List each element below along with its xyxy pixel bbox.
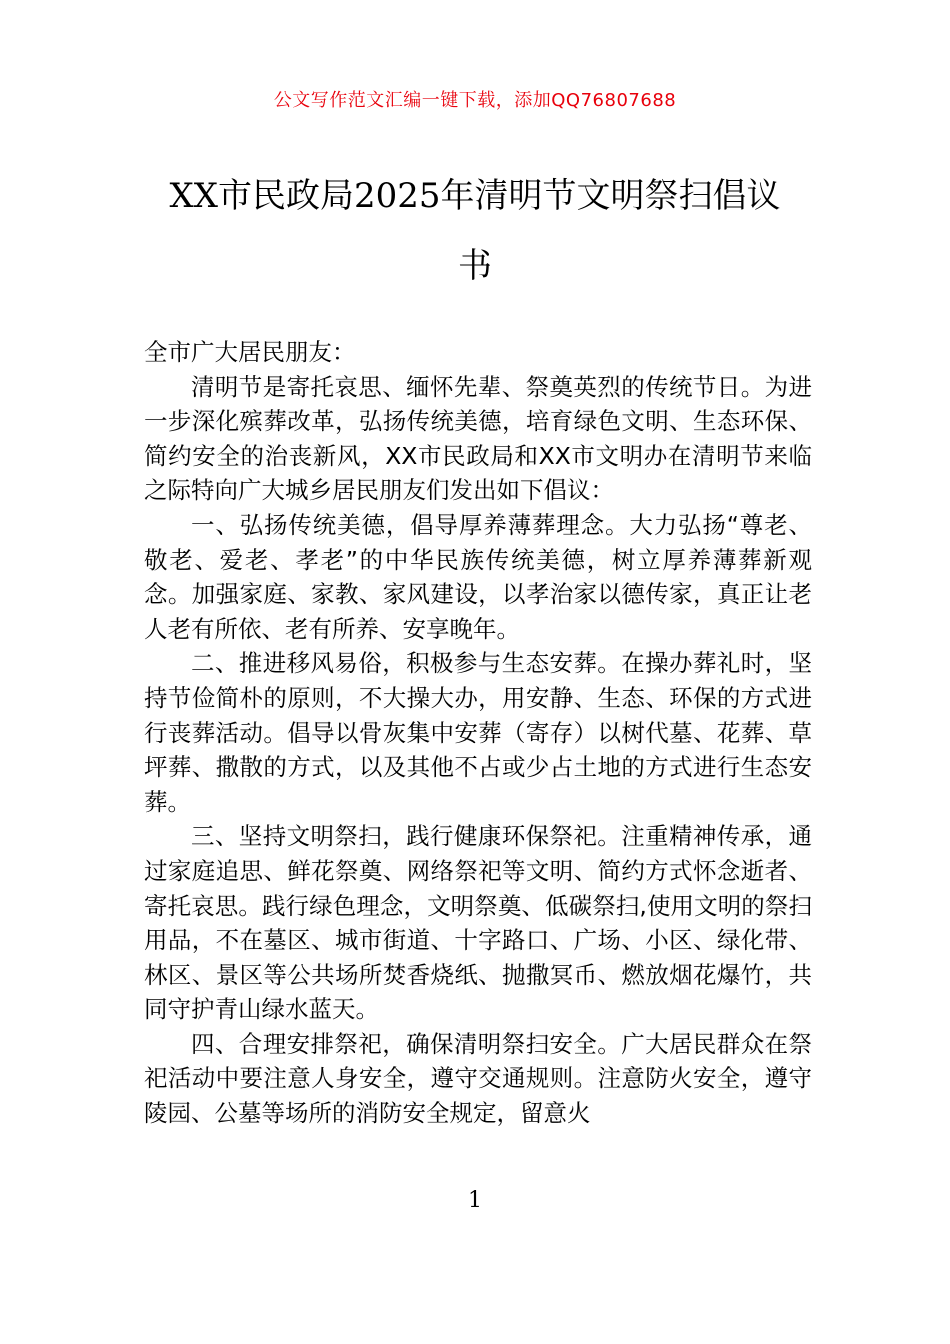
paragraph-item-1: 一、弘扬传统美德，倡导厚养薄葬理念。大力弘扬“尊老、敬老、爱老、孝老”的中华民族传统美德，树立厚养薄葬新观念。加强家庭、家教、家风建设，以孝治家以德传家，真正让老人老有所依、老有所养、安享晚年。 [144,510,812,643]
paragraph-item-2: 二、推进移风易俗，积极参与生态安葬。在操办葬礼时，坚持节俭简朴的原则，不大操大办，用安静、生态、环保的方式进行丧葬活动。倡导以骨灰集中安葬（寄存）以树代墓、花葬、草坪葬、撒散的方式，以及其他不占或少占土地的方式进行生态安葬。 [144,649,812,816]
paragraph-intro: 清明节是寄托哀思、缅怀先辈、祭奠英烈的传统节日。为进一步深化殡葬改革，弘扬传统美德，培育绿色文明、生态环保、简约安全的治丧新风，XX市民政局和XX市文明办在清明节来临之际特向广大城乡居民朋友们发出如下倡议： [144,372,812,505]
paragraph-item-4: 四、合理安排祭祀，确保清明祭扫安全。广大居民群众在祭祀活动中要注意人身安全，遵守交通规则。注意防火安全，遵守陵园、公墓等场所的消防安全规定，留意火 [144,1029,812,1128]
document-title-line-1: XX市民政局2025年清明节文明祭扫倡议 [169,176,781,216]
document-body [144,335,812,1131]
paragraph-item-3: 三、坚持文明祭扫，践行健康环保祭祀。注重精神传承，通过家庭追思、鲜花祭奠、网络祭祀等文明、简约方式怀念逝者、寄托哀思。践行绿色理念，文明祭奠、低碳祭扫,使用文明的祭扫用品，不在墓区、城市街道、十字路口、广场、小区、绿化带、林区、景区等公共场所焚香烧纸、抛撒冥币、燃放烟花爆竹，共同守护青山绿水蓝天。 [144,822,812,1024]
salutation: 全市广大居民朋友： [144,338,356,366]
page-number: 1 [468,1188,482,1213]
document-title-line-2: 书 [458,246,492,286]
header-download-note: 公文写作范文汇编一键下载，添加QQ76807688 [273,90,677,111]
